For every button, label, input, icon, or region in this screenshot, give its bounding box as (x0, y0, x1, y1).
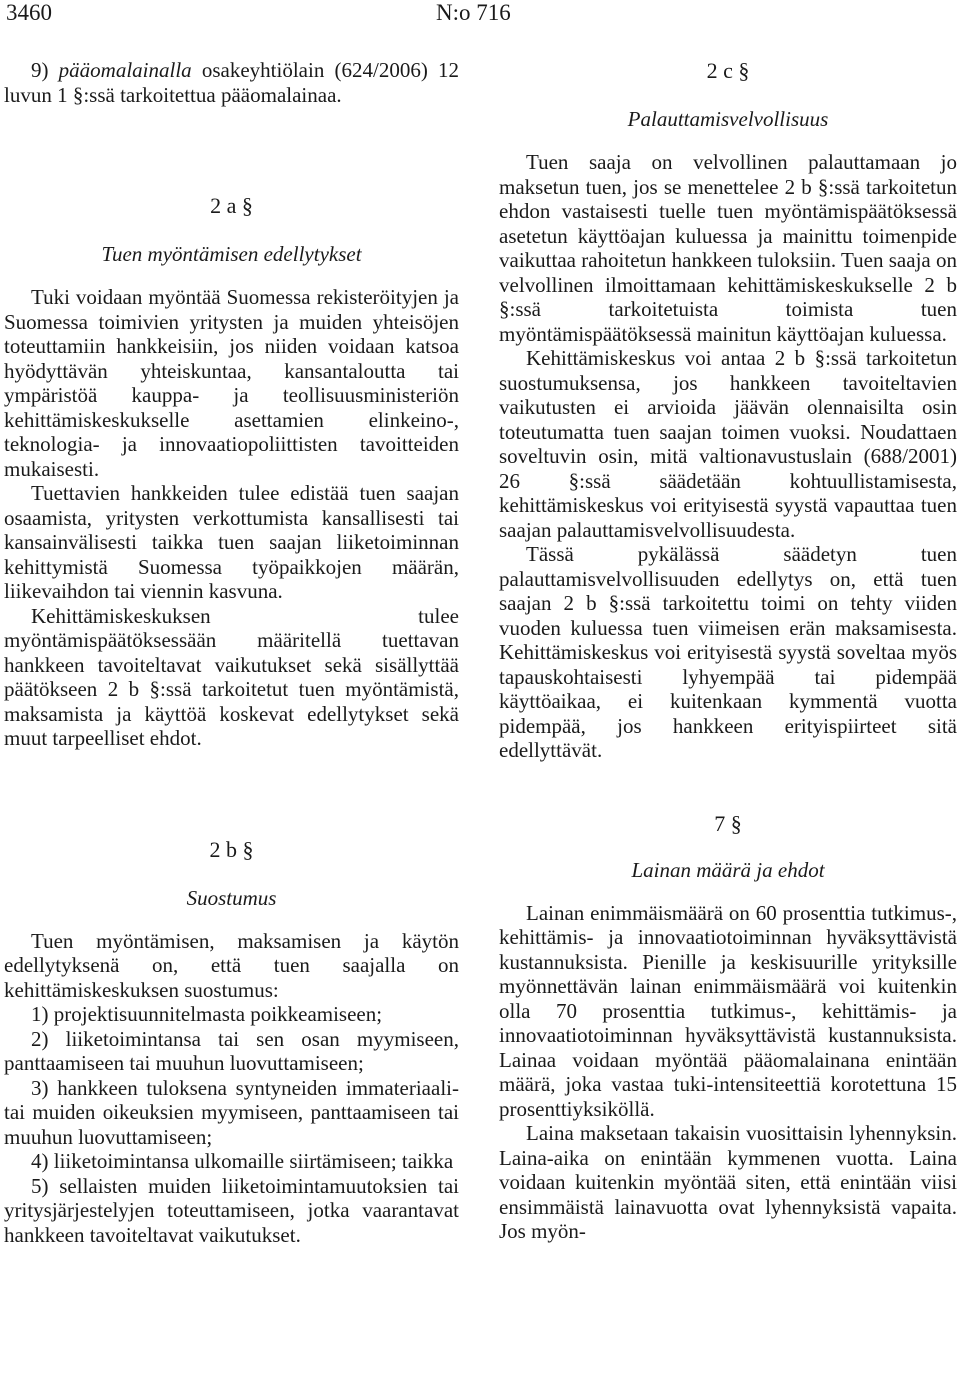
section-2c-number: 2 c § (706, 58, 750, 83)
section-2a-paragraph-3: Kehittämiskeskuksen tulee myöntämispäätöksessään määritellä tuettavan hankkeen tavoiteltavat vaikutukset sekä sisällyttää päätökseen 2 b §:ssä tarkoitetut tuen myöntämistä, maksamista ja käyttöä koskevat edellytykset sekä muut tarpeelliset ehdot. (4, 603, 459, 750)
list-item: 5) sellaisten muiden liiketoimintamuutoksien tai yritysjärjestelyjen toteuttamiseen, jotka vaarantavat hankkeen tavoiteltavat vaikutukset. (4, 1173, 459, 1247)
document-number: N:o 716 (436, 0, 511, 25)
section-2c-paragraph-3: Tässä pykälässä säädetyn tuen palauttamisvelvollisuuden edellytys on, että tuen saajan 2 b §:ssä tarkoitettu toimi on tehty viiden vuoden kuluessa tuen viimeisen erän maksamisesta. Kehittämiskeskus voi erityisestä syystä soveltaa myös tapauskohtaisesti lyhyempää tai pidempää käyttöaikaa, ei kuitenkaan kymmentä vuotta pidempää, jos hankkeen erityispiirteet sitä edellyttävät. (499, 542, 957, 762)
right-column (499, 58, 957, 1244)
section-2c-paragraph-1: Tuen saaja on velvollinen palauttamaan jo maksetun tuen, jos se menettelee 2 b §:ssä tarkoitetun ehdon vastaisesti tuelle tuen myöntämispäätöksessä asetetun käyttöajan kuluessa ja mainittu toimenpide vaikuttaa rahoitetun hankkeen tuloksiin. Tuen saaja on velvollinen ilmoittamaan kehittämiskeskukselle 2 b §:ssä tarkoitetuista toimista tuen myöntämispäätöksessä mainitun käyttöajan kuluessa. (499, 150, 957, 346)
left-column (4, 58, 459, 1247)
definition-item-9 (4, 58, 459, 107)
section-2a-title: Tuen myöntämisen edellytykset (101, 242, 362, 266)
section-7-title: Lainan määrä ja ehdot (631, 857, 825, 882)
section-2b-intro: Tuen myöntämisen, maksamisen ja käytön edellytyksenä on, että tuen saajalla on kehittämiskeskuksen suostumus: (4, 928, 459, 1002)
section-2c-title: Palauttamisvelvollisuus (627, 107, 829, 131)
section-2a-number: 2 a § (210, 193, 253, 218)
definition-text: osakeyhtiölain (624/2006) 12 luvun 1 §:ssä tarkoitettua pääomalainaa. (4, 58, 459, 107)
section-2a-paragraph-1: Tuki voidaan myöntää Suomessa rekisteröityjen ja Suomessa toimivien yritysten ja muiden yhteisöjen toteuttamiin hankkeisiin, jos niiden voidaan katsoa hyödyttävän yhteiskuntaa, kansantaloutta tai ympäristöä kauppa- ja teollisuusministeriön kehittämiskeskukselle asettamien elinkeino-, teknologia- ja innovaatiopoliittisten tavoitteiden mukaisesti. (4, 285, 459, 481)
section-2c-paragraph-2: Kehittämiskeskus voi antaa 2 b §:ssä tarkoitetun suostumuksensa, jos hankkeen tavoiteltavien vaikutusten ei arvioida jäävän olennaisilta osin toteutumatta tuen saajan toimen vuoksi. Noudattaen soveltuvin osin, mitä valtionavustuslain (688/2001) 26 §:ssä säädetään kohtuullistamisesta, kehittämiskeskus voi erityisestä syystä vapauttaa tuen saajan palauttamisvelvollisuudesta. (499, 346, 957, 542)
list-item: 2) liiketoimintansa tai sen osan myymiseen, panttaamiseen tai muuhun luovuttamiseen; (4, 1026, 459, 1075)
item-number: 9) (31, 58, 49, 82)
section-2a-paragraph-2: Tuettavien hankkeiden tulee edistää tuen saajan osaamista, yritysten verkottumista kansallisesti tai kansainvälisesti taikka tuen saajan liiketoiminnan kehittymistä Suomessa työpaikkojen määrän, liikevaihdon tai viennin kasvuna. (4, 481, 459, 603)
section-2b-number: 2 b § (209, 836, 254, 862)
section-7-paragraph-1: Lainan enimmäismäärä on 60 prosenttia tutkimus-, kehittämis- ja innovaatiotoiminnan hyväksyttävistä kustannuksista. Pienille ja keskisuurille yrityksille myönnettävän lainan enimmäismäärä voi kuitenkin olla 70 prosenttia tutkimus-, kehittämis- ja innovaatiotoiminnan hyväksyttävistä kustannuksista. Lainaa voidaan myöntää pääomalainana enintään määrä, joka vastaa tuki-intensiteettiä korotettuna 15 prosenttiyksiköllä. (499, 900, 957, 1121)
section-7-number: 7 § (714, 810, 742, 836)
defined-term: pääomalainalla (58, 58, 192, 82)
list-item: 3) hankkeen tuloksena syntyneiden immateriaali- tai muiden oikeuksien myymiseen, panttaamiseen tai muuhun luovuttamiseen; (4, 1075, 459, 1149)
page-number: 3460 (6, 0, 52, 25)
list-item: 1) projektisuunnitelmasta poikkeamiseen; (31, 1002, 383, 1026)
section-2b-title: Suostumus (186, 885, 277, 910)
section-7-paragraph-2: Laina maksetaan takaisin vuosittaisin lyhennyksin. Laina-aika on enintään kymmenen vuotta. Laina voidaan kuitenkin myöntää siten, että enintään viisi ensimmäistä lainavuotta ovat lyhennyksistä vapaita. Jos myön- (499, 1121, 957, 1243)
list-item: 4) liiketoimintansa ulkomaille siirtämiseen; taikka (31, 1149, 454, 1173)
